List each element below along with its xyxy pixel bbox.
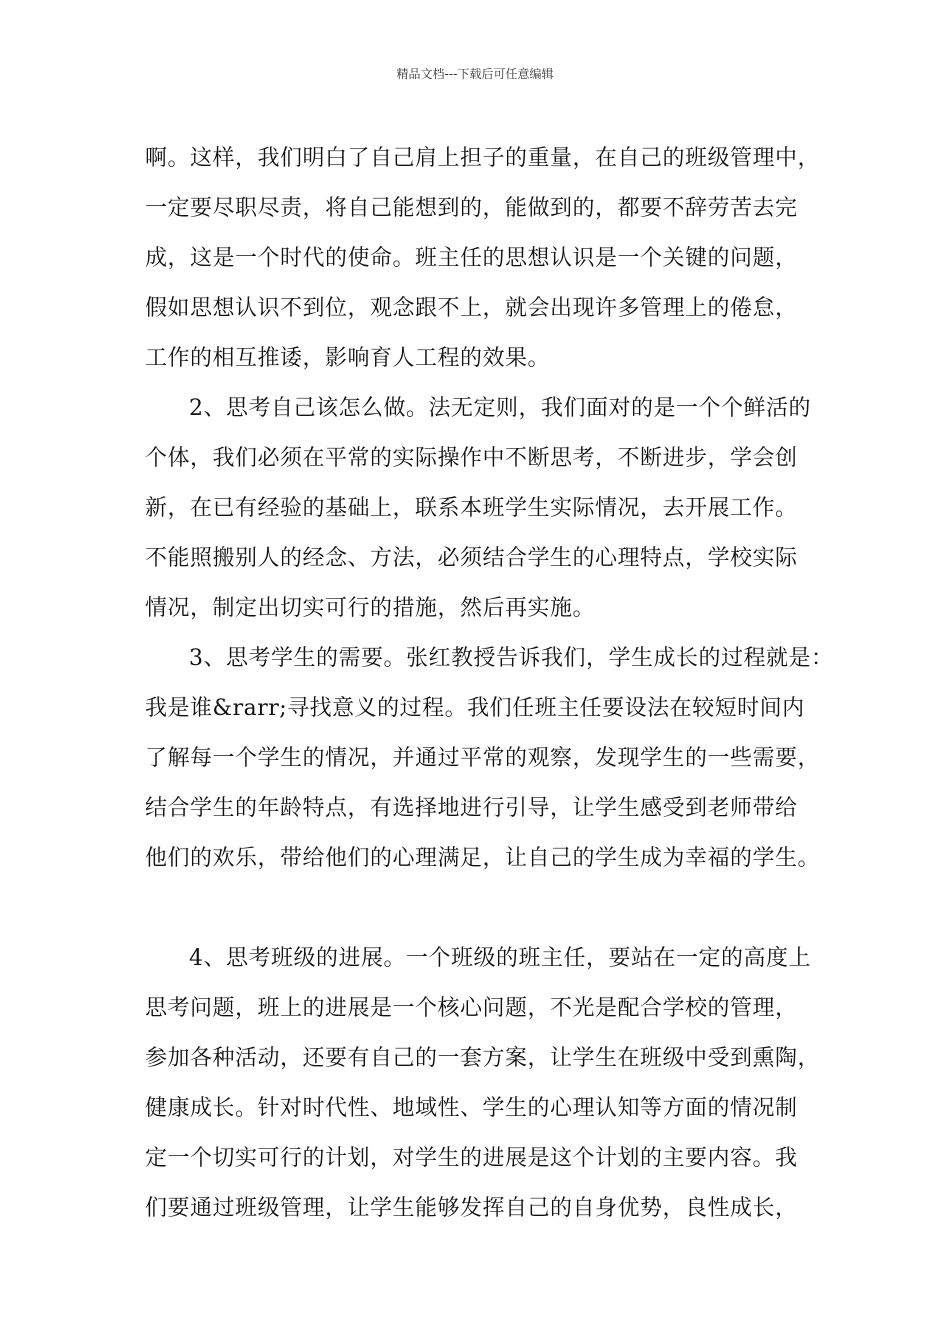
text-line: 健康成长。针对时代性、地域性、学生的心理认知等方面的情况制 [145, 1096, 798, 1121]
body-text [145, 134, 834, 1234]
paragraph-2-first-line: 2、思考自己该怎么做。法无定则，我们面对的是一个个鲜活的 [189, 396, 811, 421]
paragraph-3-first-line: 3、思考学生的需要。张红教授告诉我们，学生成长的过程就是： [189, 646, 834, 671]
text-line: 了解每一个学生的情况，并通过平常的观察，发现学生的一些需要， [145, 746, 821, 771]
text-line: 成，这是一个时代的使命。班主任的思想认识是一个关键的问题， [145, 246, 798, 271]
page-header: 精品文档---下载后可任意编辑 [396, 67, 554, 81]
text-line: 参加各种活动，还要有自己的一套方案，让学生在班级中受到熏陶， [145, 1046, 821, 1071]
text-line: 一定要尽职尽责，将自己能想到的，能做到的，都要不辞劳苦去完 [145, 196, 798, 221]
text-line: 们要通过班级管理，让学生能够发挥自己的自身优势，良性成长， [145, 1196, 798, 1221]
paragraph-4-first-line: 4、思考班级的进展。一个班级的班主任，要站在一定的高度上 [189, 946, 811, 971]
text-line: 个体，我们必须在平常的实际操作中不断思考，不断进步，学会创 [145, 446, 798, 471]
text-line: 工作的相互推诿，影响育人工程的效果。 [145, 346, 551, 371]
text-line: 思考问题，班上的进展是一个核心问题，不光是配合学校的管理， [145, 996, 798, 1021]
text-line: 定一个切实可行的计划，对学生的进展是这个计划的主要内容。我 [145, 1146, 798, 1171]
text-line: 假如思想认识不到位，观念跟不上，就会出现许多管理上的倦怠， [145, 296, 798, 321]
text-line: 情况，制定出切实可行的措施，然后再实施。 [145, 596, 596, 621]
text-line: 新，在已有经验的基础上，联系本班学生实际情况，去开展工作。 [145, 496, 798, 521]
text-line: 我是谁&rarr;寻找意义的过程。我们任班主任要设法在较短时间内 [145, 696, 805, 721]
text-line: 结合学生的年龄特点，有选择地进行引导，让学生感受到老师带给 [145, 796, 798, 821]
paragraph-gap [145, 884, 805, 934]
text-line: 啊。这样，我们明白了自己肩上担子的重量，在自己的班级管理中， [145, 146, 821, 171]
text-line: 不能照搬别人的经念、方法，必须结合学生的心理特点，学校实际 [145, 546, 798, 571]
text-line: 他们的欢乐，带给他们的心理满足，让自己的学生成为幸福的学生。 [145, 846, 821, 871]
